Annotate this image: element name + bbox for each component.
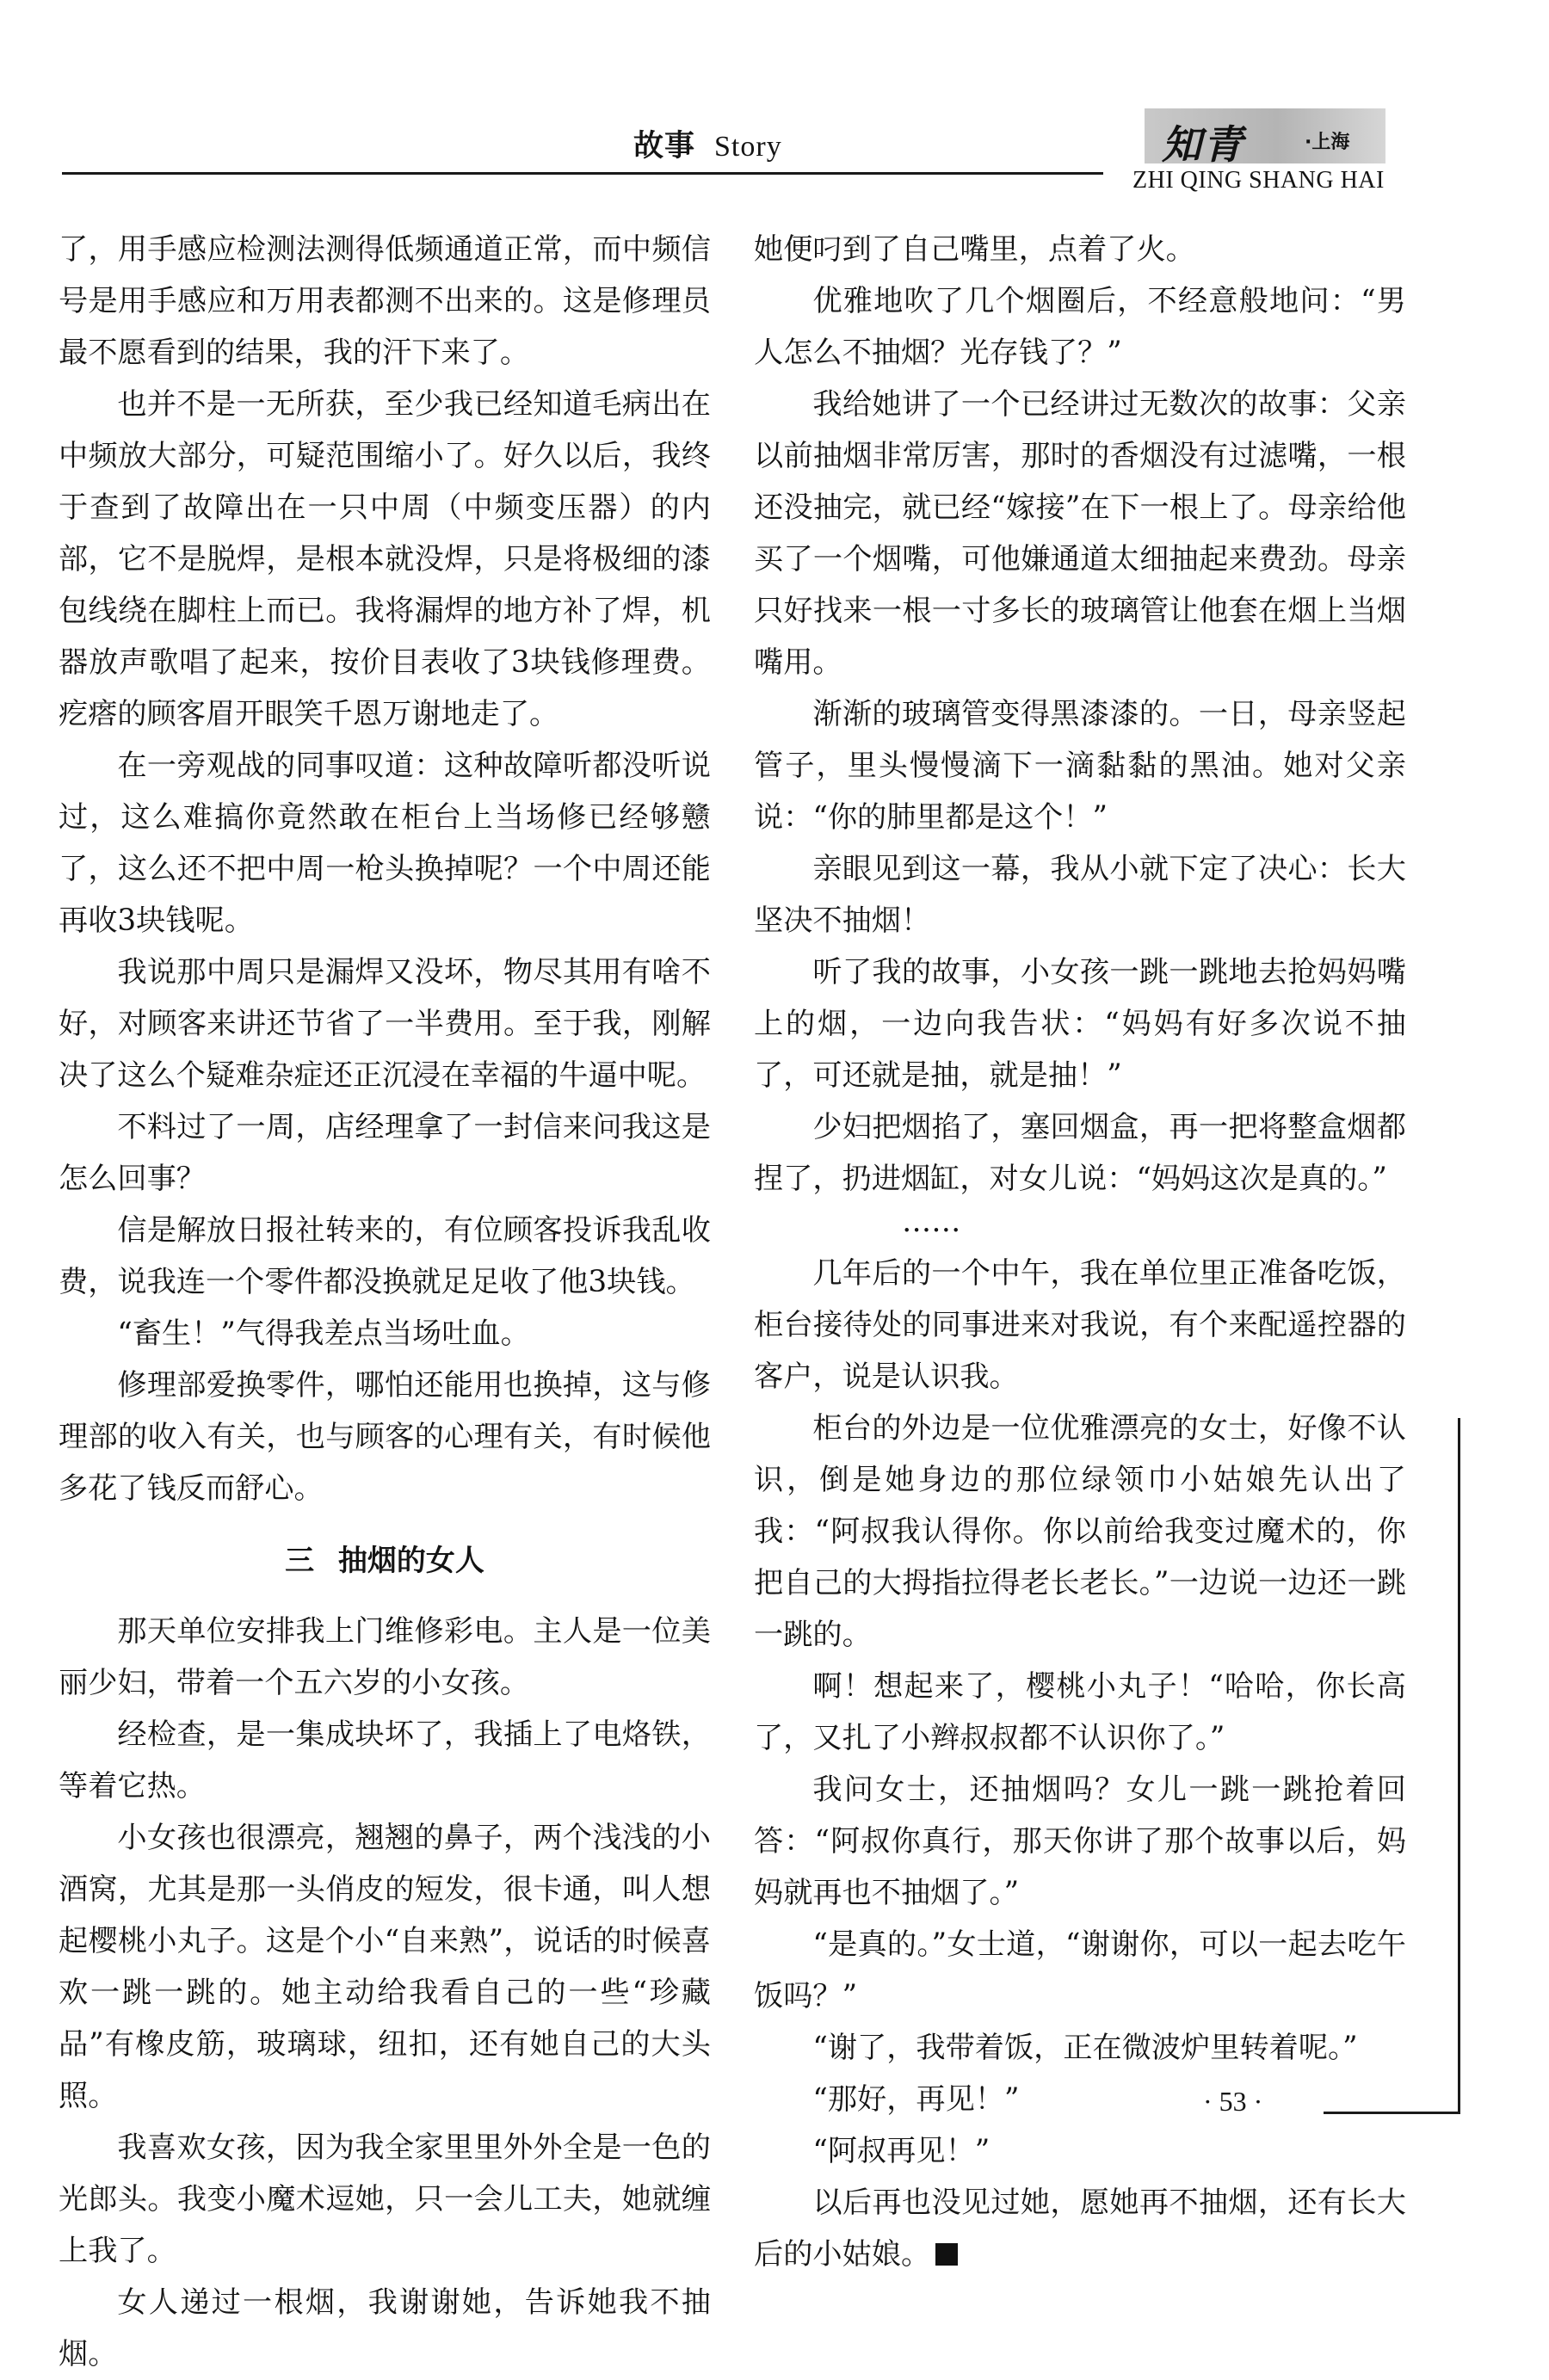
paragraph: 听了我的故事，小女孩一跳一跳地去抢妈妈嘴上的烟，一边向我告状：“妈妈有好多次说不抽了，可还就是抽，就是抽！” — [754, 955, 1406, 1093]
paragraph: 我喜欢女孩，因为我全家里里外外全是一色的光郎头。我变小魔术逗她，只一会儿工夫，她就缠上我了。 — [59, 2130, 711, 2268]
left-column — [59, 224, 711, 2380]
paragraph: 女人递过一根烟，我谢谢她，告诉她我不抽烟。 — [59, 2285, 711, 2371]
paragraph: 几年后的一个中午，我在单位里正准备吃饭，柜台接待处的同事进来对我说，有个来配遥控器的客户，说是认识我。 — [754, 1256, 1406, 1394]
paragraph: 了，用手感应检测法测得低频通道正常，而中频信号是用手感应和万用表都测不出来的。这是修理员最不愿看到的结果，我的汗下来了。 — [59, 232, 711, 370]
logo-english-name: ZHI QING SHANG HAI — [1132, 167, 1385, 194]
paragraph: 不料过了一周，店经理拿了一封信来问我这是怎么回事？ — [59, 1110, 711, 1196]
paragraph: 少妇把烟掐了，塞回烟盒，再一把将整盒烟都捏了，扔进烟缸，对女儿说：“妈妈这次是真的。” — [754, 1110, 1406, 1196]
section-break-ellipsis: …… — [902, 1205, 961, 1239]
paragraph: “畜生！”气得我差点当场吐血。 — [117, 1316, 530, 1351]
decorative-rule-horizontal — [1324, 2112, 1460, 2114]
paragraph: 那天单位安排我上门维修彩电。主人是一位美丽少妇，带着一个五六岁的小女孩。 — [59, 1614, 711, 1700]
paragraph: 啊！想起来了，樱桃小丸子！“哈哈，你长高了，又扎了小辫叔叔都不认识你了。” — [754, 1669, 1406, 1755]
logo-main-text: 知青 — [1162, 121, 1244, 163]
paragraph: “阿叔再见！” — [812, 2134, 990, 2168]
header-rule — [62, 172, 1103, 175]
logo-sub-text: ·上海 — [1305, 132, 1350, 153]
paragraph: 我问女士，还抽烟吗？女儿一跳一跳抢着回答：“阿叔你真行，那天你讲了那个故事以后，妈妈就再也不抽烟了。” — [754, 1773, 1406, 1910]
end-of-article-mark — [935, 2243, 958, 2266]
subsection-heading: 三 抽烟的女人 — [285, 1544, 484, 1578]
paragraph: “那好，再见！” — [812, 2082, 1020, 2117]
section-title-en: Story — [714, 131, 782, 163]
final-paragraph — [754, 2177, 1406, 2280]
final-paragraph-text: 以后再也没见过她，愿她再不抽烟，还有长大后的小姑娘。 — [754, 2186, 1406, 2272]
paragraph: 柜台的外边是一位优雅漂亮的女士，好像不认识，倒是她身边的那位绿领巾小姑娘先认出了我：“阿叔我认得你。你以前给我变过魔术的，你把自己的大拇指拉得老长老长。”一边说一边还一跳一跳的。 — [754, 1411, 1406, 1652]
paragraph: 也并不是一无所获，至少我已经知道毛病出在中频放大部分，可疑范围缩小了。好久以后，我终于查到了故障出在一只中周（中频变压器）的内部，它不是脱焊，是根本就没焊，只是将极细的漆包线绕在脚柱上而已。我将漏焊的地方补了焊，机器放声歌唱了起来，按价目表收了3块钱修理费。疙瘩的顾客眉开眼笑千恩万谢地走了。 — [59, 387, 711, 731]
decorative-rule-vertical — [1458, 1418, 1460, 2112]
paragraph: 信是解放日报社转来的，有位顾客投诉我乱收费，说我连一个零件都没换就足足收了他3块钱。 — [59, 1213, 711, 1299]
section-title-zh: 故事 — [633, 128, 696, 163]
paragraph: 渐渐的玻璃管变得黑漆漆的。一日，母亲竖起管子，里头慢慢滴下一滴黏黏的黑油。她对父亲说：“你的肺里都是这个！” — [754, 697, 1406, 835]
page-number: · 53 · — [1203, 2086, 1263, 2117]
paragraph: 她便叼到了自己嘴里，点着了火。 — [754, 232, 1195, 267]
magazine-logo — [1145, 108, 1385, 163]
paragraph: 在一旁观战的同事叹道：这种故障听都没听说过，这么难搞你竟然敢在柜台上当场修已经够戆了，这么还不把中周一枪头换掉呢？一个中周还能再收3块钱呢。 — [59, 749, 711, 938]
paragraph: 亲眼见到这一幕，我从小就下定了决心：长大坚决不抽烟！ — [754, 852, 1406, 938]
paragraph: 经检查，是一集成块坏了，我插上了电烙铁，等着它热。 — [59, 1717, 711, 1803]
paragraph: “是真的。”女士道，“谢谢你，可以一起去吃午饭吗？” — [754, 1927, 1406, 2013]
paragraph: 小女孩也很漂亮，翘翘的鼻子，两个浅浅的小酒窝，尤其是那一头俏皮的短发，很卡通，叫人想起樱桃小丸子。这是个小“自来熟”，说话的时候喜欢一跳一跳的。她主动给我看自己的一些“珍藏品”有橡皮筋，玻璃球，纽扣，还有她自己的大头照。 — [59, 1821, 711, 2113]
right-column — [754, 224, 1406, 2280]
paragraph: 我给她讲了一个已经讲过无数次的故事：父亲以前抽烟非常厉害，那时的香烟没有过滤嘴，一根还没抽完，就已经“嫁接”在下一根上了。母亲给他买了一个烟嘴，可他嫌通道太细抽起来费劲。母亲只好找来一根一寸多长的玻璃管让他套在烟上当烟嘴用。 — [754, 387, 1406, 680]
paragraph: 优雅地吹了几个烟圈后，不经意般地问：“男人怎么不抽烟？光存钱了？” — [754, 284, 1406, 370]
paragraph: 修理部爱换零件，哪怕还能用也换掉，这与修理部的收入有关，也与顾客的心理有关，有时候他多花了钱反而舒心。 — [59, 1368, 711, 1506]
section-title — [633, 122, 782, 165]
page-header — [0, 0, 1549, 207]
paragraph: 我说那中周只是漏焊又没坏，物尽其用有啥不好，对顾客来讲还节省了一半费用。至于我，刚解决了这么个疑难杂症还正沉浸在幸福的牛逼中呢。 — [59, 955, 711, 1093]
paragraph: “谢了，我带着饭，正在微波炉里转着呢。” — [812, 2031, 1358, 2065]
